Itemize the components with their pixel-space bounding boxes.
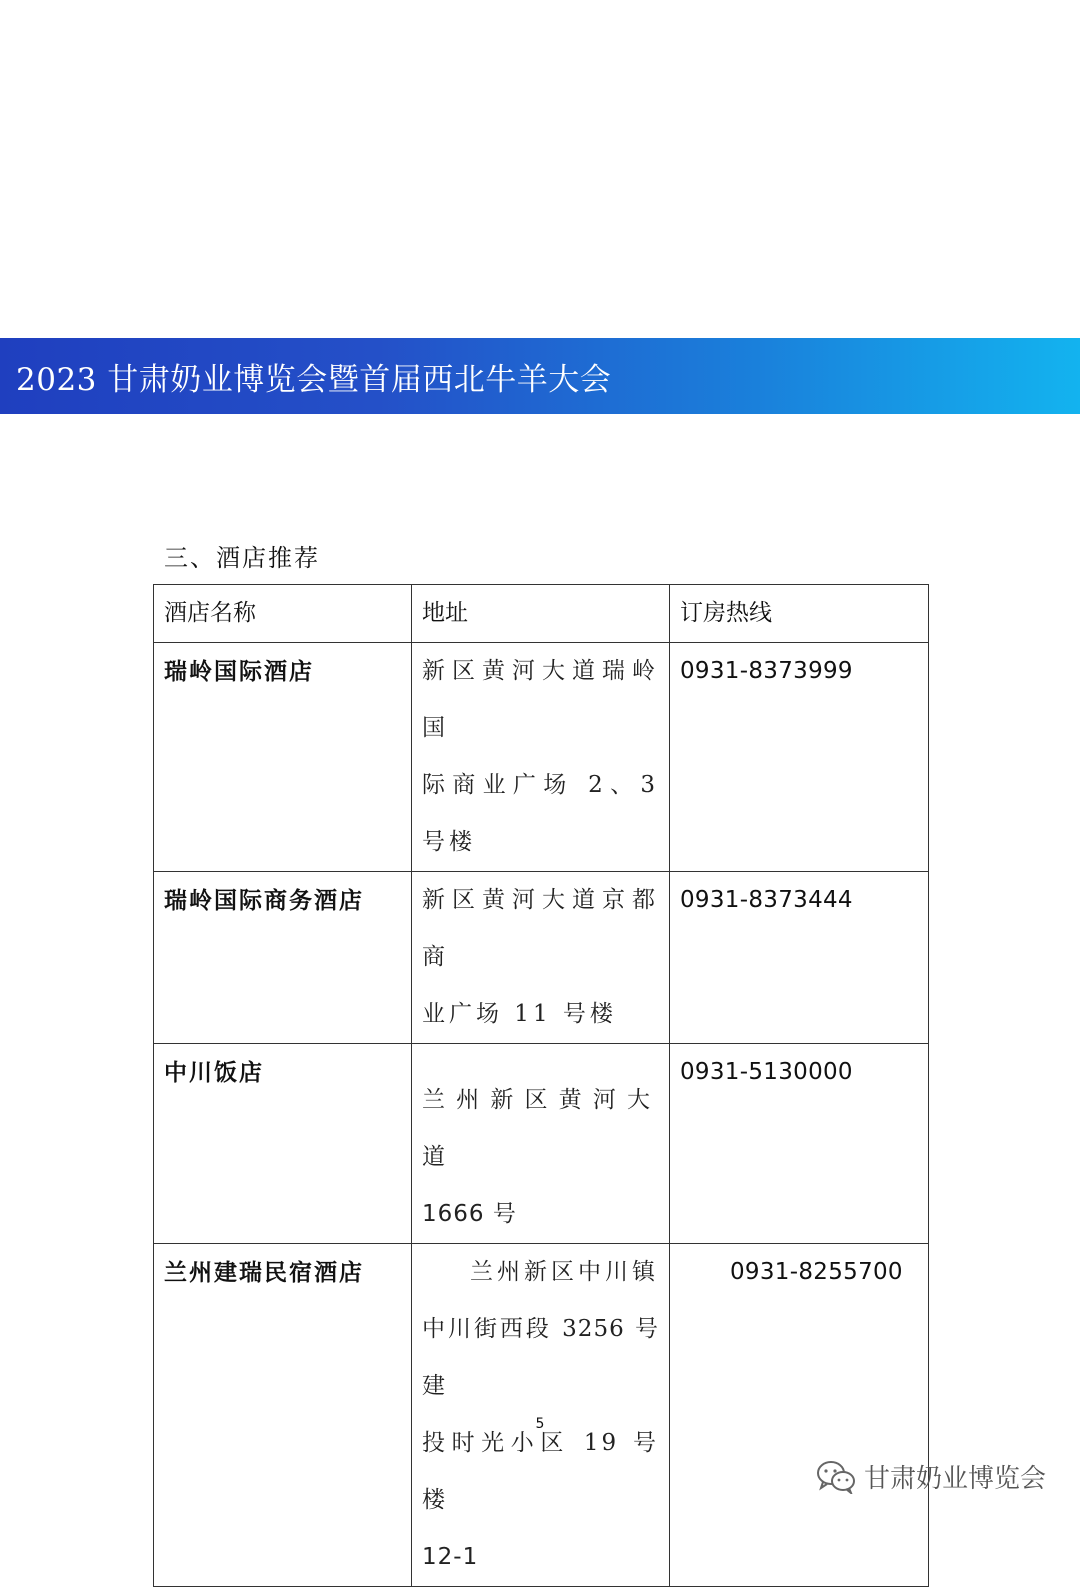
address-line: 兰州新区黄河大道 bbox=[422, 1087, 659, 1170]
address-line: 新区黄河大道京都商 bbox=[422, 887, 659, 970]
table-row bbox=[154, 1244, 929, 1587]
address-line: 12-1 bbox=[422, 1544, 479, 1570]
hotel-name: 瑞岭国际酒店 bbox=[154, 643, 412, 872]
hotel-name: 兰州建瑞民宿酒店 bbox=[154, 1244, 412, 1587]
table-header-row bbox=[154, 585, 929, 643]
address-spacer bbox=[422, 1044, 659, 1072]
hotel-name: 瑞岭国际商务酒店 bbox=[154, 872, 412, 1044]
hotel-phone: 0931-8373999 bbox=[670, 643, 929, 872]
header-phone: 订房热线 bbox=[670, 585, 929, 643]
watermark bbox=[816, 1458, 1046, 1495]
hotel-table bbox=[153, 584, 929, 1587]
hotel-address bbox=[412, 643, 670, 872]
banner-title: 2023 甘肃奶业博览会暨首届西北牛羊大会 bbox=[16, 361, 612, 398]
section-title: 三、酒店推荐 bbox=[164, 544, 320, 572]
table-row bbox=[154, 1044, 929, 1244]
hotel-address bbox=[412, 872, 670, 1044]
hotel-phone: 0931-8255700 bbox=[670, 1244, 929, 1587]
table-row bbox=[154, 872, 929, 1044]
table-row bbox=[154, 643, 929, 872]
address-line: 兰州新区中川镇 bbox=[470, 1259, 659, 1285]
header-banner bbox=[0, 338, 1080, 414]
wechat-icon bbox=[816, 1460, 856, 1494]
header-hotel-name: 酒店名称 bbox=[154, 585, 412, 643]
hotel-address bbox=[412, 1044, 670, 1244]
address-line: 业广场 11 号楼 bbox=[422, 1001, 617, 1027]
hotel-phone: 0931-8373444 bbox=[670, 872, 929, 1044]
address-line: 际商业广场 2、3 号楼 bbox=[422, 772, 659, 855]
hotel-phone: 0931-5130000 bbox=[670, 1044, 929, 1244]
watermark-text: 甘肃奶业博览会 bbox=[863, 1464, 1046, 1494]
hotel-name: 中川饭店 bbox=[154, 1044, 412, 1244]
header-address: 地址 bbox=[412, 585, 670, 643]
hotel-address bbox=[412, 1244, 670, 1587]
address-line: 中川街西段 3256 号建 bbox=[422, 1316, 659, 1399]
address-line: 新区黄河大道瑞岭国 bbox=[422, 658, 659, 741]
address-line: 投时光小区 19 号楼 bbox=[422, 1430, 659, 1513]
address-line: 1666 号 bbox=[422, 1201, 517, 1227]
page-number: 5 bbox=[535, 1416, 545, 1432]
